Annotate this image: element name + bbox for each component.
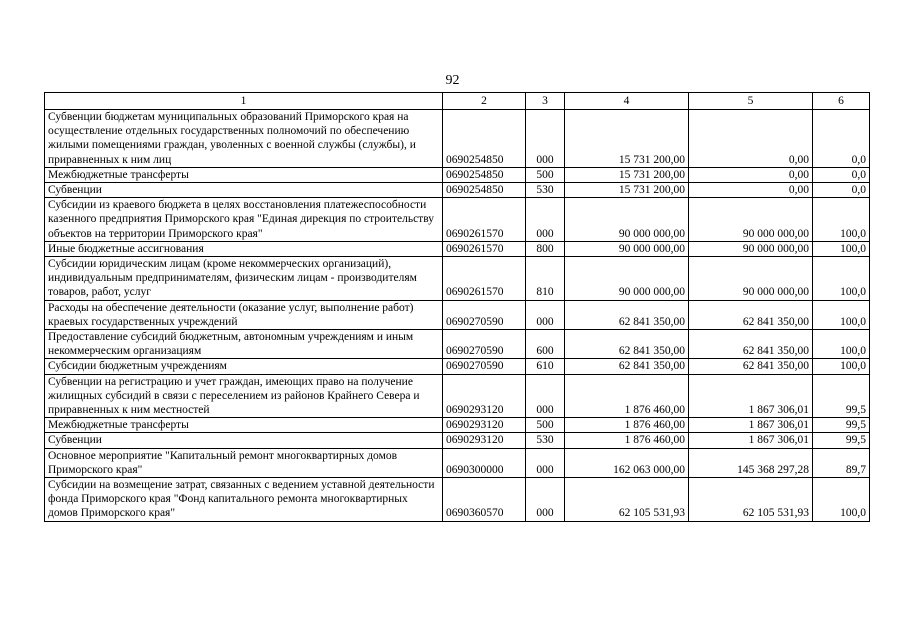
row-percent: 99,5 [813, 374, 870, 418]
row-percent: 0,0 [813, 167, 870, 182]
table-row [45, 241, 870, 256]
row-plan-amount: 1 876 460,00 [565, 374, 689, 418]
row-percent: 100,0 [813, 198, 870, 242]
row-name: Иные бюджетные ассигнования [45, 241, 443, 256]
table-row [45, 418, 870, 433]
row-name: Межбюджетные трансферты [45, 418, 443, 433]
column-header-4: 4 [565, 93, 689, 110]
row-code: 0690293120 [443, 374, 526, 418]
table-row [45, 110, 870, 168]
row-code: 0690360570 [443, 478, 526, 522]
row-name: Субвенции на регистрацию и учет граждан, имеющих право на получение жилищных субсидий в связи с переселением из районов Крайнего Севера и приравненных к ним местностей [45, 374, 443, 418]
row-plan-amount: 15 731 200,00 [565, 110, 689, 168]
page-number: 92 [445, 73, 460, 88]
row-code: 0690293120 [443, 418, 526, 433]
row-percent: 0,0 [813, 110, 870, 168]
header-row [45, 93, 870, 110]
row-type: 810 [526, 257, 565, 301]
row-code: 0690270590 [443, 300, 526, 329]
row-code: 0690270590 [443, 330, 526, 359]
row-type: 000 [526, 110, 565, 168]
row-fact-amount: 1 867 306,01 [689, 433, 813, 448]
row-type: 000 [526, 448, 565, 477]
row-fact-amount: 90 000 000,00 [689, 257, 813, 301]
row-plan-amount: 62 841 350,00 [565, 359, 689, 374]
table-body [45, 110, 870, 522]
row-percent: 0,0 [813, 183, 870, 198]
row-type: 000 [526, 198, 565, 242]
row-fact-amount: 1 867 306,01 [689, 374, 813, 418]
row-fact-amount: 145 368 297,28 [689, 448, 813, 477]
row-name: Субвенции бюджетам муниципальных образований Приморского края на осуществление отдельных государственных полномочий по обеспечению жилыми помещениями граждан, уволенных с военной службы (службы), и приравненных к ним лиц [45, 110, 443, 168]
table-row [45, 198, 870, 242]
row-code: 0690254850 [443, 167, 526, 182]
row-percent: 100,0 [813, 330, 870, 359]
row-type: 000 [526, 374, 565, 418]
column-header-1: 1 [45, 93, 443, 110]
row-fact-amount: 1 867 306,01 [689, 418, 813, 433]
row-plan-amount: 15 731 200,00 [565, 167, 689, 182]
row-plan-amount: 1 876 460,00 [565, 433, 689, 448]
row-plan-amount: 1 876 460,00 [565, 418, 689, 433]
row-plan-amount: 90 000 000,00 [565, 241, 689, 256]
row-fact-amount: 62 105 531,93 [689, 478, 813, 522]
column-header-6: 6 [813, 93, 870, 110]
column-header-2: 2 [443, 93, 526, 110]
row-fact-amount: 62 841 350,00 [689, 300, 813, 329]
row-code: 0690293120 [443, 433, 526, 448]
row-name: Расходы на обеспечение деятельности (оказание услуг, выполнение работ) краевых государственных учреждений [45, 300, 443, 329]
row-name: Субсидии юридическим лицам (кроме некоммерческих организаций), индивидуальным предпринимателям, физическим лицам - производителям товаров, работ, услуг [45, 257, 443, 301]
row-type: 500 [526, 418, 565, 433]
row-fact-amount: 0,00 [689, 167, 813, 182]
row-code: 0690254850 [443, 183, 526, 198]
row-plan-amount: 90 000 000,00 [565, 198, 689, 242]
row-percent: 100,0 [813, 257, 870, 301]
row-plan-amount: 62 841 350,00 [565, 330, 689, 359]
table-row [45, 330, 870, 359]
row-fact-amount: 90 000 000,00 [689, 198, 813, 242]
row-name: Межбюджетные трансферты [45, 167, 443, 182]
row-type: 000 [526, 478, 565, 522]
row-percent: 100,0 [813, 478, 870, 522]
table-row [45, 359, 870, 374]
row-fact-amount: 0,00 [689, 183, 813, 198]
row-name: Основное мероприятие "Капитальный ремонт многоквартирных домов Приморского края" [45, 448, 443, 477]
table-row [45, 167, 870, 182]
table-row [45, 374, 870, 418]
row-code: 0690261570 [443, 198, 526, 242]
row-name: Субвенции [45, 433, 443, 448]
row-fact-amount: 90 000 000,00 [689, 241, 813, 256]
table-row [45, 478, 870, 522]
row-code: 0690261570 [443, 257, 526, 301]
column-header-3: 3 [526, 93, 565, 110]
row-fact-amount: 62 841 350,00 [689, 330, 813, 359]
row-type: 800 [526, 241, 565, 256]
row-name: Субсидии бюджетным учреждениям [45, 359, 443, 374]
row-type: 600 [526, 330, 565, 359]
table-row [45, 183, 870, 198]
row-plan-amount: 162 063 000,00 [565, 448, 689, 477]
row-code: 0690261570 [443, 241, 526, 256]
row-plan-amount: 62 105 531,93 [565, 478, 689, 522]
row-percent: 99,5 [813, 418, 870, 433]
row-percent: 100,0 [813, 300, 870, 329]
row-fact-amount: 0,00 [689, 110, 813, 168]
table-row [45, 300, 870, 329]
row-code: 0690254850 [443, 110, 526, 168]
table-row [45, 433, 870, 448]
table-row [45, 448, 870, 477]
row-fact-amount: 62 841 350,00 [689, 359, 813, 374]
row-type: 610 [526, 359, 565, 374]
row-plan-amount: 90 000 000,00 [565, 257, 689, 301]
row-percent: 100,0 [813, 241, 870, 256]
row-type: 000 [526, 300, 565, 329]
row-name: Субсидии из краевого бюджета в целях восстановления платежеспособности казенного предприятия Приморского края "Единая дирекция по строительству объектов на территории Приморского края" [45, 198, 443, 242]
row-percent: 99,5 [813, 433, 870, 448]
row-type: 530 [526, 433, 565, 448]
row-type: 530 [526, 183, 565, 198]
row-type: 500 [526, 167, 565, 182]
row-name: Предоставление субсидий бюджетным, автономным учреждениям и иным некоммерческим организациям [45, 330, 443, 359]
row-plan-amount: 62 841 350,00 [565, 300, 689, 329]
row-percent: 89,7 [813, 448, 870, 477]
table-row [45, 257, 870, 301]
row-plan-amount: 15 731 200,00 [565, 183, 689, 198]
budget-table [44, 92, 870, 522]
row-code: 0690270590 [443, 359, 526, 374]
row-name: Субсидии на возмещение затрат, связанных с ведением уставной деятельности фонда Приморского края "Фонд капитального ремонта многоквартирных домов Приморского края" [45, 478, 443, 522]
row-percent: 100,0 [813, 359, 870, 374]
column-header-5: 5 [689, 93, 813, 110]
row-code: 0690300000 [443, 448, 526, 477]
row-name: Субвенции [45, 183, 443, 198]
